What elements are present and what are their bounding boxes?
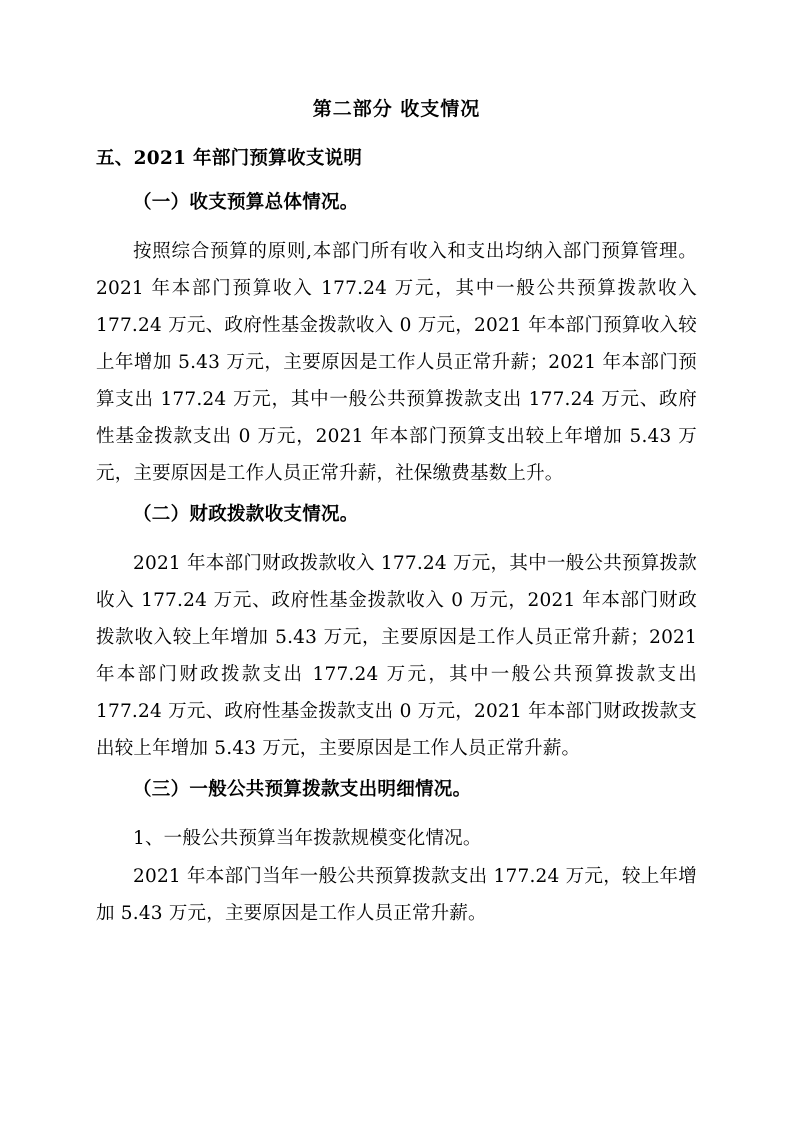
page-title: 第二部分 收支情况 — [312, 98, 481, 120]
subsection-heading-2: （二）财政拨款收支情况。 — [133, 504, 359, 525]
subsection-3-paragraph-2: 2021 年本部门当年一般公共预算拨款支出 177.24 万元，较上年增加 5.43 万元，主要原因是工作人员正常升薪。 — [96, 865, 697, 924]
subsection-1-paragraph-1: 按照综合预算的原则,本部门所有收入和支出均纳入部门预算管理。2021 年本部门预算收入 177.24 万元，其中一般公共预算拨款收入 177.24 万元、政府性基金拨款收入 0 万元，2021 年本部门预算收入较上年增加 5.43 万元，主要原因是工作人员正常升薪；2021 年本部门预算支出 177.24 万元，其中一般公共预算拨款支出 177.24 万元、政府性基金拨款支出 0 万元，2021 年本部门预算支出较上年增加 5.43 万元，主要原因是工作人员正常升薪，社保缴费基数上升。 — [96, 241, 697, 484]
subsection-heading-1: （一）收支预算总体情况。 — [133, 192, 359, 214]
subsection-heading-3: （三）一般公共预算拨款支出明细情况。 — [133, 778, 472, 800]
subsection-2-paragraph-1: 2021 年本部门财政拨款收入 177.24 万元，其中一般公共预算拨款收入 177.24 万元、政府性基金拨款收入 0 万元，2021 年本部门财政拨款收入较上年增加 5.43 万元，主要原因是工作人员正常升薪；2021 年本部门财政拨款支出 177.24 万元，其中一般公共预算拨款支出 177.24 万元、政府性基金拨款支出 0 万元，2021 年本部门财政拨款支出较上年增加 5.43 万元，主要原因是工作人员正常升薪。 — [96, 552, 697, 759]
section-heading: 五、2021 年部门预算收支说明 — [96, 147, 363, 169]
subsection-3-paragraph-1: 1、一般公共预算当年拨款规模变化情况。 — [133, 827, 482, 849]
